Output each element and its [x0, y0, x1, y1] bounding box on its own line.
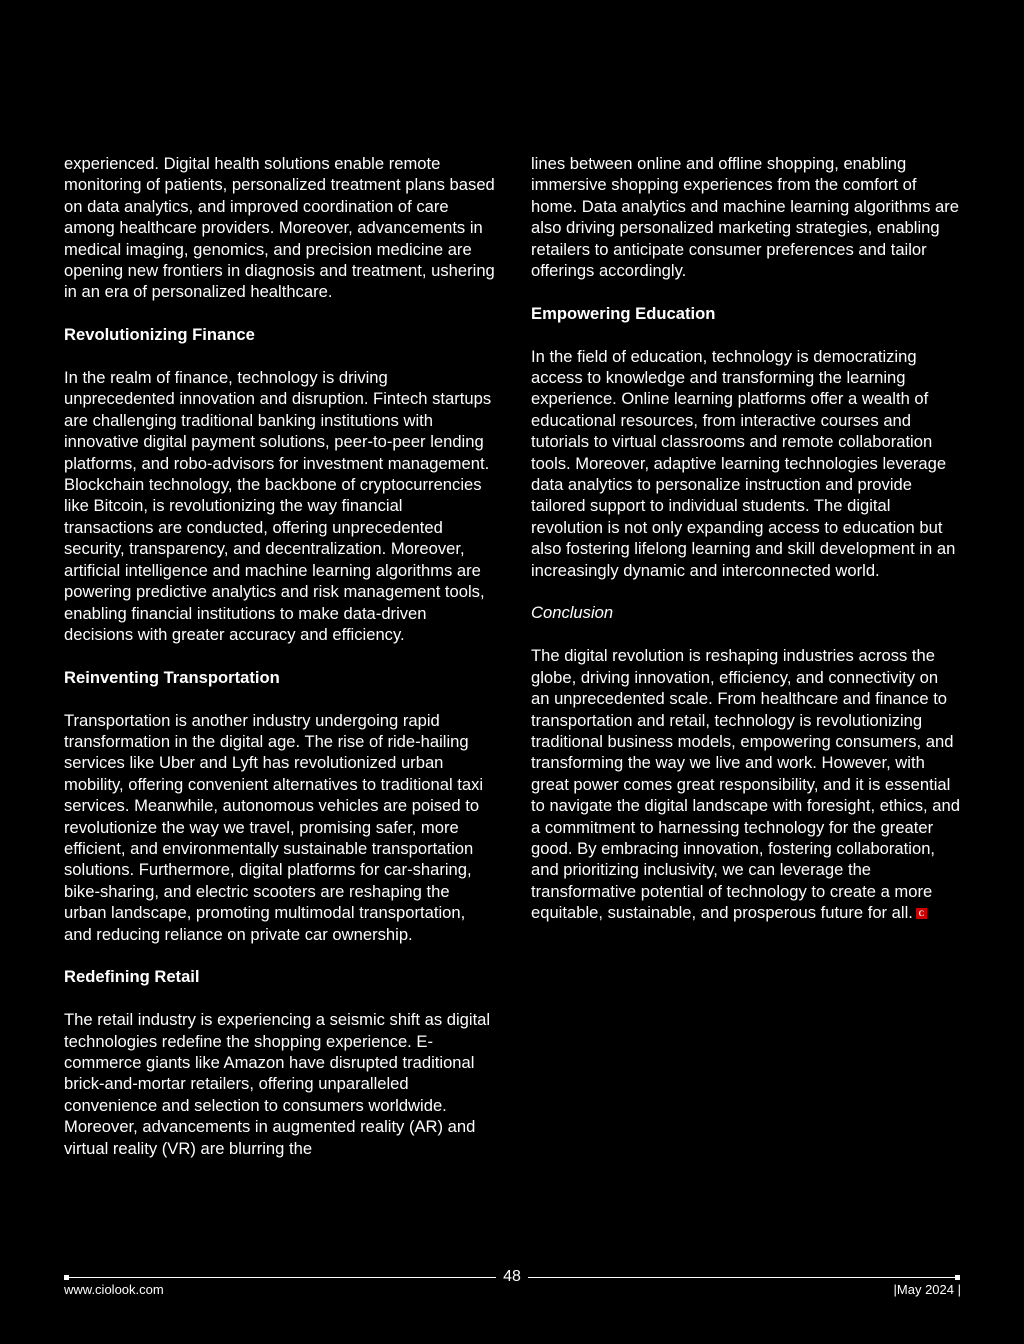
end-of-article-icon: C — [916, 908, 927, 919]
section-heading-transportation: Reinventing Transportation — [64, 667, 280, 687]
footer-website: www.ciolook.com — [64, 1282, 164, 1297]
right-column — [531, 153, 961, 945]
body-paragraph: experienced. Digital health solutions enable remote monitoring of patients, personalized treatment plans based on data analytics, and improved coordination of care among healthcare providers. Moreover, advancements in medical imaging, genomics, and precision medicine are opening new frontiers in diagnosis and treatment, ushering in an era of personalized healthcare. — [64, 154, 495, 302]
page-number: 48 — [503, 1268, 521, 1285]
body-paragraph: In the realm of finance, technology is driving unprecedented innovation and disruption. Fintech startups are challenging traditional banking institutions with innovative digital payment solutions, peer-to-peer lending platforms, and robo-advisors for investment management. Blockchain technology, the backbone of cryptocurrencies like Bitcoin, is revolutionizing the way financial transactions are conducted, offering unprecedented security, transparency, and decentralization. Moreover, artificial intelligence and machine learning algorithms are powering predictive analytics and risk management tools, enabling financial institutions to make data-driven decisions with greater accuracy and efficiency. — [64, 368, 492, 644]
section-heading-conclusion: Conclusion — [531, 603, 614, 623]
body-paragraph: In the field of education, technology is democratizing access to knowledge and transforming the learning experience. Online learning platforms offer a wealth of educational resources, from interactive courses and tutorials to virtual classrooms and remote collaboration tools. Moreover, adaptive learning technologies leverage data analytics to personalize instruction and provide tailored support to individual students. The digital revolution is not only expanding access to education but also fostering lifelong learning and skill development in an increasingly dynamic and interconnected world. — [531, 346, 956, 580]
section-heading-education: Empowering Education — [531, 303, 716, 323]
footer-rule-left — [64, 1277, 496, 1278]
footer-issue-date: |May 2024 | — [893, 1282, 961, 1297]
section-heading-finance: Revolutionizing Finance — [64, 325, 255, 345]
conclusion-text: The digital revolution is reshaping industries across the globe, driving innovation, efficiency, and connectivity on an unprecedented scale. From healthcare and finance to transportation and retail, technology is revolutionizing traditional business models, empowering consumers, and transforming the way we live and work. However, with great power comes great responsibility, and it is essential to navigate the digital landscape with foresight, ethics, and a commitment to harnessing technology for the greater good. By embracing innovation, fostering collaboration, and prioritizing inclusivity, we can leverage the transformative potential of technology to create a more equitable, sustainable, and prosperous future for all. — [531, 646, 960, 923]
body-paragraph: The retail industry is experiencing a seismic shift as digital technologies redefine the shopping experience. E-commerce giants like Amazon have disrupted traditional brick-and-mortar retailers, offering unparalleled convenience and selection to consumers worldwide. Moreover, advancements in augmented reality (AR) and virtual reality (VR) are blurring the — [64, 1010, 491, 1158]
footer-rule-endpoint — [955, 1275, 960, 1280]
section-heading-retail: Redefining Retail — [64, 967, 200, 987]
footer-rule-right — [528, 1277, 960, 1278]
body-paragraph: lines between online and offline shopping, enabling immersive shopping experiences from the comfort of home. Data analytics and machine learning algorithms are also driving personalized marketing strategies, enabling retailers to anticipate consumer preferences and tailor offerings accordingly. — [531, 154, 959, 281]
body-paragraph: Transportation is another industry undergoing rapid transformation in the digital age. The rise of ride-hailing services like Uber and Lyft has revolutionized urban mobility, offering convenient alternatives to traditional taxi services. Meanwhile, autonomous vehicles are poised to revolutionize the way we travel, promising safer, more efficient, and environmentally sustainable transportation solutions. Furthermore, digital platforms for car-sharing, bike-sharing, and electric scooters are reshaping the urban landscape, promoting multimodal transportation, and reducing reliance on private car ownership. — [64, 710, 484, 944]
body-paragraph-conclusion — [531, 645, 961, 923]
left-column — [64, 153, 496, 1180]
